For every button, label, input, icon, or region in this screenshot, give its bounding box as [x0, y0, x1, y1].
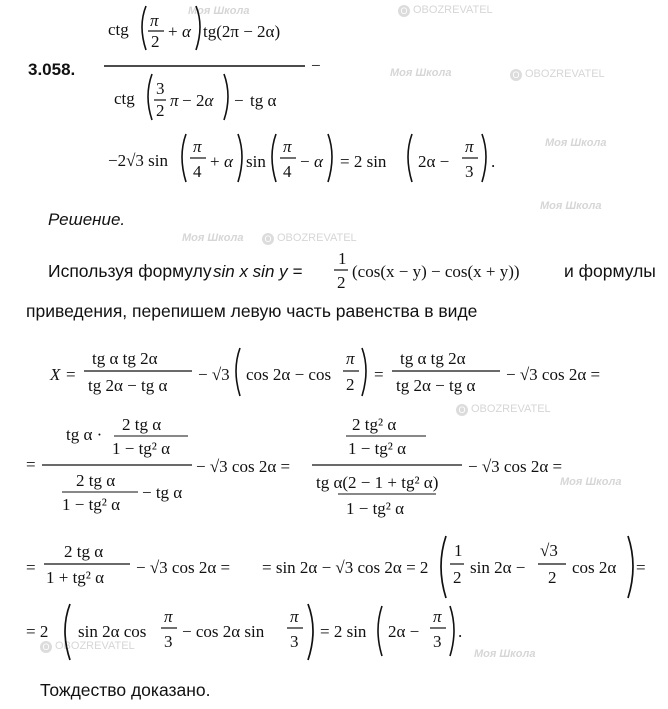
denominator-three: 3: [164, 632, 173, 651]
brand-logo-icon: O: [456, 404, 468, 416]
row2-lhs: −2√3 sin: [108, 151, 169, 170]
brand-logo-icon: O: [262, 233, 274, 245]
paren-left: [441, 536, 446, 598]
brand-logo-icon: O: [398, 5, 410, 17]
num-tgtg: tg α tg 2α: [92, 349, 158, 368]
sin-label: sin: [246, 152, 266, 171]
watermark-brand-text: OBOZREVATEL: [413, 4, 493, 16]
watermark-site: Моя Школа: [560, 476, 622, 488]
sin2a-row: = sin 2α − √3 cos 2α = 2: [262, 558, 429, 577]
end-dot: .: [491, 152, 496, 171]
den-tg2a-tga: tg 2α − tg α: [88, 376, 168, 395]
paren-left: [148, 74, 152, 120]
pi-symbol: π: [170, 91, 179, 110]
paren-right: [362, 348, 366, 396]
minus-sign: −: [234, 91, 244, 110]
denominator-two: 2: [151, 32, 160, 51]
sqrt3-open: − √3: [198, 365, 230, 384]
watermark-site: Моя Школа: [188, 5, 250, 17]
pi-symbol: π: [283, 137, 292, 156]
minus-sign: −: [182, 91, 192, 110]
x-symbol: X: [50, 365, 61, 384]
watermark-brand-text: OBOZREVATEL: [471, 403, 551, 415]
cos2a-close: cos 2α: [572, 558, 617, 577]
paren-right: [482, 134, 486, 182]
problem-number: 3.058.: [28, 60, 76, 79]
pi-symbol: π: [150, 11, 159, 30]
denominator-two: 2: [346, 375, 355, 394]
sqrt3-cos2a: − √3 cos 2α =: [506, 365, 601, 384]
formula-intro: Используя формулу: [48, 261, 212, 281]
sqrt3: √3: [540, 541, 558, 560]
two-tga: 2 tg α: [76, 471, 116, 490]
pi-symbol: π: [164, 607, 173, 626]
paren-left: [142, 6, 146, 50]
sqrt3-cos2a: − √3 cos 2α =: [196, 457, 291, 476]
one-minus-tg2: 1 − tg² α: [112, 439, 171, 458]
denominator-two: 2: [453, 568, 462, 587]
pi-symbol: π: [290, 607, 299, 626]
half-num: 1: [338, 249, 347, 268]
tg-alpha: tg α: [250, 91, 277, 110]
conclusion-text: Тождество доказано.: [40, 680, 211, 700]
two-tg2-a: 2 tg² α: [352, 415, 397, 434]
sqrt3-cos2a: − √3 cos 2α =: [468, 457, 563, 476]
one-minus-tg2: 1 − tg² α: [346, 499, 405, 518]
formula-tail: и формулы: [564, 261, 656, 281]
two-alpha: 2α: [196, 91, 214, 110]
denominator-four: 4: [283, 162, 292, 181]
two-tga: 2 tg α: [64, 542, 104, 561]
plus-sign: +: [168, 22, 178, 41]
half-sin2a: sin 2α −: [470, 558, 526, 577]
sinxsiny: sin x sin y =: [213, 262, 303, 281]
paren-right: [328, 134, 332, 182]
paren-right: [196, 6, 200, 50]
numerator-three: 3: [156, 79, 165, 98]
solution-heading: Решение.: [48, 210, 126, 229]
two-alpha-minus: 2α −: [388, 622, 420, 641]
paren-right: [450, 606, 454, 656]
tga-dot: tg α ·: [66, 425, 103, 444]
one-minus-tg2: 1 − tg² α: [62, 495, 121, 514]
eq-sign: =: [66, 365, 76, 384]
brand-logo-icon: O: [510, 69, 522, 81]
paren-right: [308, 604, 313, 660]
paren-left: [236, 348, 240, 396]
watermark-site: Моя Школа: [545, 137, 607, 149]
alpha-symbol: α: [224, 152, 233, 171]
minus-sign: −: [300, 152, 310, 171]
eq-sign: =: [374, 365, 384, 384]
watermark-site: Моя Школа: [182, 232, 244, 244]
den-tg2a-tga: tg 2α − tg α: [396, 376, 476, 395]
one-minus-tg2: 1 − tg² α: [348, 439, 407, 458]
denominator-three: 3: [433, 632, 442, 651]
eq-sign: =: [636, 558, 646, 577]
last-d: = 2 sin: [320, 622, 367, 641]
eq-sign: =: [26, 558, 36, 577]
pi-symbol: π: [465, 137, 474, 156]
trailing-minus: −: [311, 56, 321, 75]
plus-sign: +: [210, 152, 220, 171]
text-line-2: приведения, перепишем левую часть равенства в виде: [26, 301, 478, 321]
tg-part: tg(2π − 2α): [203, 22, 281, 41]
num-tgtg: tg α tg 2α: [400, 349, 466, 368]
one: 1: [454, 541, 463, 560]
two-tga: 2 tg α: [122, 415, 162, 434]
denominator-two: 2: [156, 101, 165, 120]
paren-left: [408, 134, 412, 182]
minus-tga: − tg α: [142, 483, 183, 502]
last-c: − cos 2α sin: [182, 622, 265, 641]
tga-bracket: tg α(2 − 1 + tg² α): [316, 473, 439, 492]
last-b: sin 2α cos: [78, 622, 147, 641]
paren-right: [238, 134, 242, 182]
half-function: (cos(x − y) − cos(x + y)): [352, 262, 520, 281]
denominator-two: 2: [548, 568, 557, 587]
paren-right: [628, 536, 633, 598]
alpha-symbol: α: [182, 22, 191, 41]
watermark-site: Моя Школа: [390, 67, 452, 79]
brand-logo-icon: O: [40, 641, 52, 653]
paren-left: [272, 134, 276, 182]
alpha-symbol: α: [314, 152, 323, 171]
sqrt3-cos2a: − √3 cos 2α =: [136, 558, 231, 577]
eq-sign: =: [26, 455, 36, 474]
cos-expression: cos 2α − cos: [246, 365, 332, 384]
denominator-four: 4: [193, 162, 202, 181]
watermark-site: Моя Школа: [474, 648, 536, 660]
denominator-three: 3: [465, 162, 474, 181]
paren-left: [65, 604, 70, 660]
half-den: 2: [337, 273, 346, 292]
pi-symbol: π: [346, 349, 355, 368]
two-alpha-minus: 2α −: [418, 152, 450, 171]
paren-left: [378, 606, 382, 656]
row2-eq: = 2 sin: [340, 152, 387, 171]
watermark-site: Моя Школа: [540, 200, 602, 212]
one-plus-tg2: 1 + tg² α: [46, 568, 105, 587]
denominator-three: 3: [290, 632, 299, 651]
last-a: = 2: [26, 622, 49, 641]
pi-symbol: π: [433, 607, 442, 626]
end-dot: .: [458, 622, 463, 641]
pi-symbol: π: [193, 137, 202, 156]
watermark-brand-text: OBOZREVATEL: [525, 68, 605, 80]
ctg-label: ctg: [114, 89, 135, 108]
paren-right: [224, 74, 228, 120]
paren-left: [182, 134, 186, 182]
watermark-brand-text: OBOZREVATEL: [277, 232, 357, 244]
ctg-label: ctg: [108, 20, 129, 39]
watermark-brand-text: OBOZREVATEL: [55, 640, 135, 652]
